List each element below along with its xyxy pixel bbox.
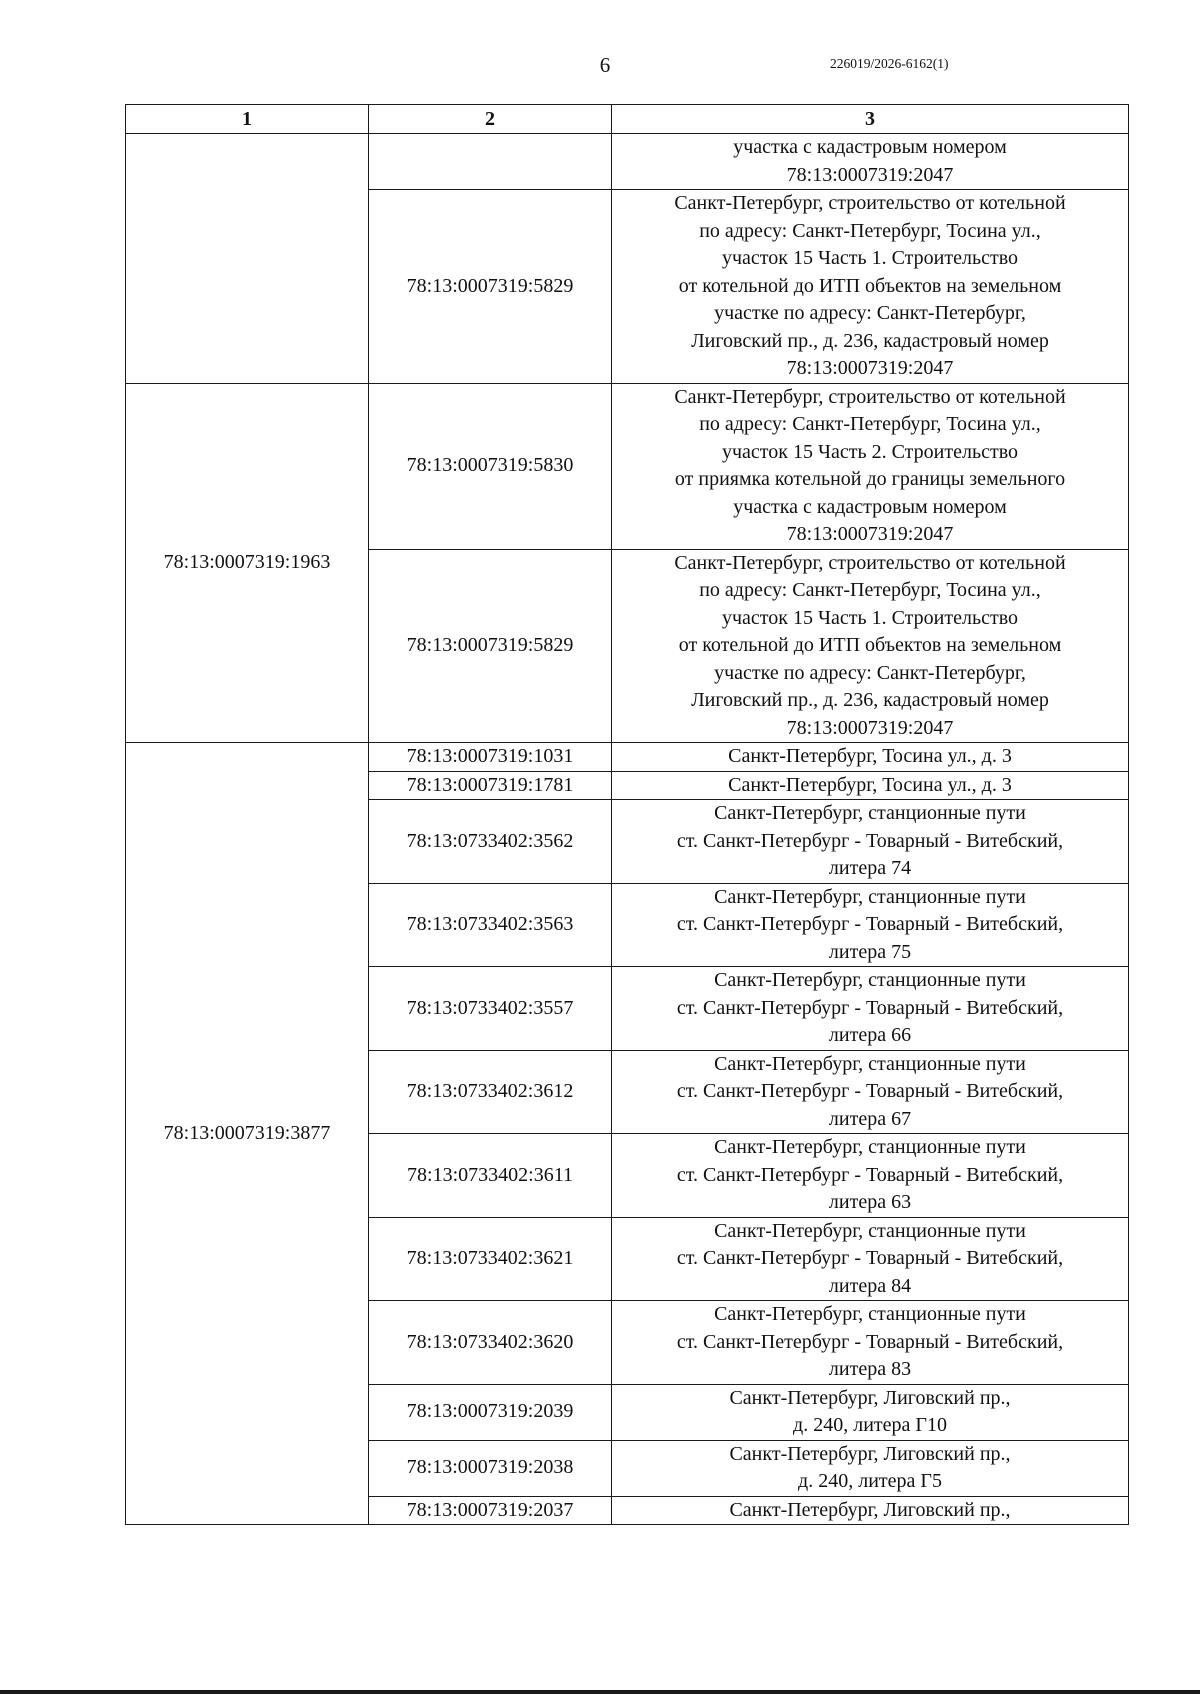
address-cell: Санкт-Петербург, станционные пути ст. Санкт-Петербург - Товарный - Витебский, литера 63 <box>612 1134 1129 1218</box>
address-cell: Санкт-Петербург, строительство от котельной по адресу: Санкт-Петербург, Тосина ул., участок 15 Часть 2. Строительство от приямка котельной до границы земельного участка с кадастровым номером 78:13:0007319:2047 <box>612 383 1129 549</box>
cadastral-number-cell: 78:13:0733402:3612 <box>369 1050 612 1134</box>
table-row <box>126 383 1129 549</box>
column-header-3: 3 <box>612 105 1129 134</box>
cadastral-number-cell: 78:13:0733402:3557 <box>369 967 612 1051</box>
column-header-1: 1 <box>126 105 369 134</box>
address-cell: Санкт-Петербург, строительство от котельной по адресу: Санкт-Петербург, Тосина ул., участок 15 Часть 1. Строительство от котельной до ИТП объектов на земельном участке по адресу: Санкт-Петербург, Лиговский пр., д. 236, кадастровый номер 78:13:0007319:2047 <box>612 190 1129 384</box>
address-cell: Санкт-Петербург, станционные пути ст. Санкт-Петербург - Товарный - Витебский, литера 75 <box>612 883 1129 967</box>
cadastral-number-cell: 78:13:0733402:3611 <box>369 1134 612 1218</box>
cadastral-number-cell: 78:13:0733402:3562 <box>369 800 612 884</box>
address-cell: Санкт-Петербург, Лиговский пр., д. 240, литера Г5 <box>612 1440 1129 1496</box>
address-cell: участка с кадастровым номером 78:13:0007319:2047 <box>612 134 1129 190</box>
parent-parcel-cell: 78:13:0007319:3877 <box>126 743 369 1525</box>
cadastral-table <box>125 104 1129 1525</box>
cadastral-number-cell: 78:13:0007319:2037 <box>369 1496 612 1525</box>
parent-parcel-cell: 78:13:0007319:1963 <box>126 383 369 743</box>
table-row <box>126 134 1129 190</box>
cadastral-number-cell: 78:13:0007319:5830 <box>369 383 612 549</box>
parent-parcel-cell <box>126 134 369 384</box>
cadastral-number-cell: 78:13:0007319:2039 <box>369 1384 612 1440</box>
address-cell: Санкт-Петербург, строительство от котельной по адресу: Санкт-Петербург, Тосина ул., участок 15 Часть 1. Строительство от котельной до ИТП объектов на земельном участке по адресу: Санкт-Петербург, Лиговский пр., д. 236, кадастровый номер 78:13:0007319:2047 <box>612 549 1129 743</box>
address-cell: Санкт-Петербург, Лиговский пр., д. 240, литера Г10 <box>612 1384 1129 1440</box>
table-body <box>126 105 1129 1525</box>
document-code: 226019/2026-6162(1) <box>830 56 949 71</box>
address-cell: Санкт-Петербург, станционные пути ст. Санкт-Петербург - Товарный - Витебский, литера 83 <box>612 1301 1129 1385</box>
address-cell: Санкт-Петербург, Лиговский пр., <box>612 1496 1129 1525</box>
cadastral-number-cell: 78:13:0733402:3563 <box>369 883 612 967</box>
table-row <box>126 743 1129 772</box>
page-bottom-border <box>0 1690 1200 1694</box>
cadastral-number-cell: 78:13:0733402:3620 <box>369 1301 612 1385</box>
cadastral-number-cell <box>369 134 612 190</box>
address-cell: Санкт-Петербург, Тосина ул., д. 3 <box>612 771 1129 800</box>
table-header-row <box>126 105 1129 134</box>
cadastral-number-cell: 78:13:0007319:5829 <box>369 549 612 743</box>
address-cell: Санкт-Петербург, станционные пути ст. Санкт-Петербург - Товарный - Витебский, литера 66 <box>612 967 1129 1051</box>
cadastral-number-cell: 78:13:0007319:2038 <box>369 1440 612 1496</box>
cadastral-number-cell: 78:13:0007319:5829 <box>369 190 612 384</box>
address-cell: Санкт-Петербург, станционные пути ст. Санкт-Петербург - Товарный - Витебский, литера 84 <box>612 1217 1129 1301</box>
address-cell: Санкт-Петербург, станционные пути ст. Санкт-Петербург - Товарный - Витебский, литера 74 <box>612 800 1129 884</box>
column-header-2: 2 <box>369 105 612 134</box>
cadastral-number-cell: 78:13:0007319:1031 <box>369 743 612 772</box>
cadastral-number-cell: 78:13:0733402:3621 <box>369 1217 612 1301</box>
address-cell: Санкт-Петербург, станционные пути ст. Санкт-Петербург - Товарный - Витебский, литера 67 <box>612 1050 1129 1134</box>
address-cell: Санкт-Петербург, Тосина ул., д. 3 <box>612 743 1129 772</box>
cadastral-number-cell: 78:13:0007319:1781 <box>369 771 612 800</box>
page-number: 6 <box>599 53 611 77</box>
